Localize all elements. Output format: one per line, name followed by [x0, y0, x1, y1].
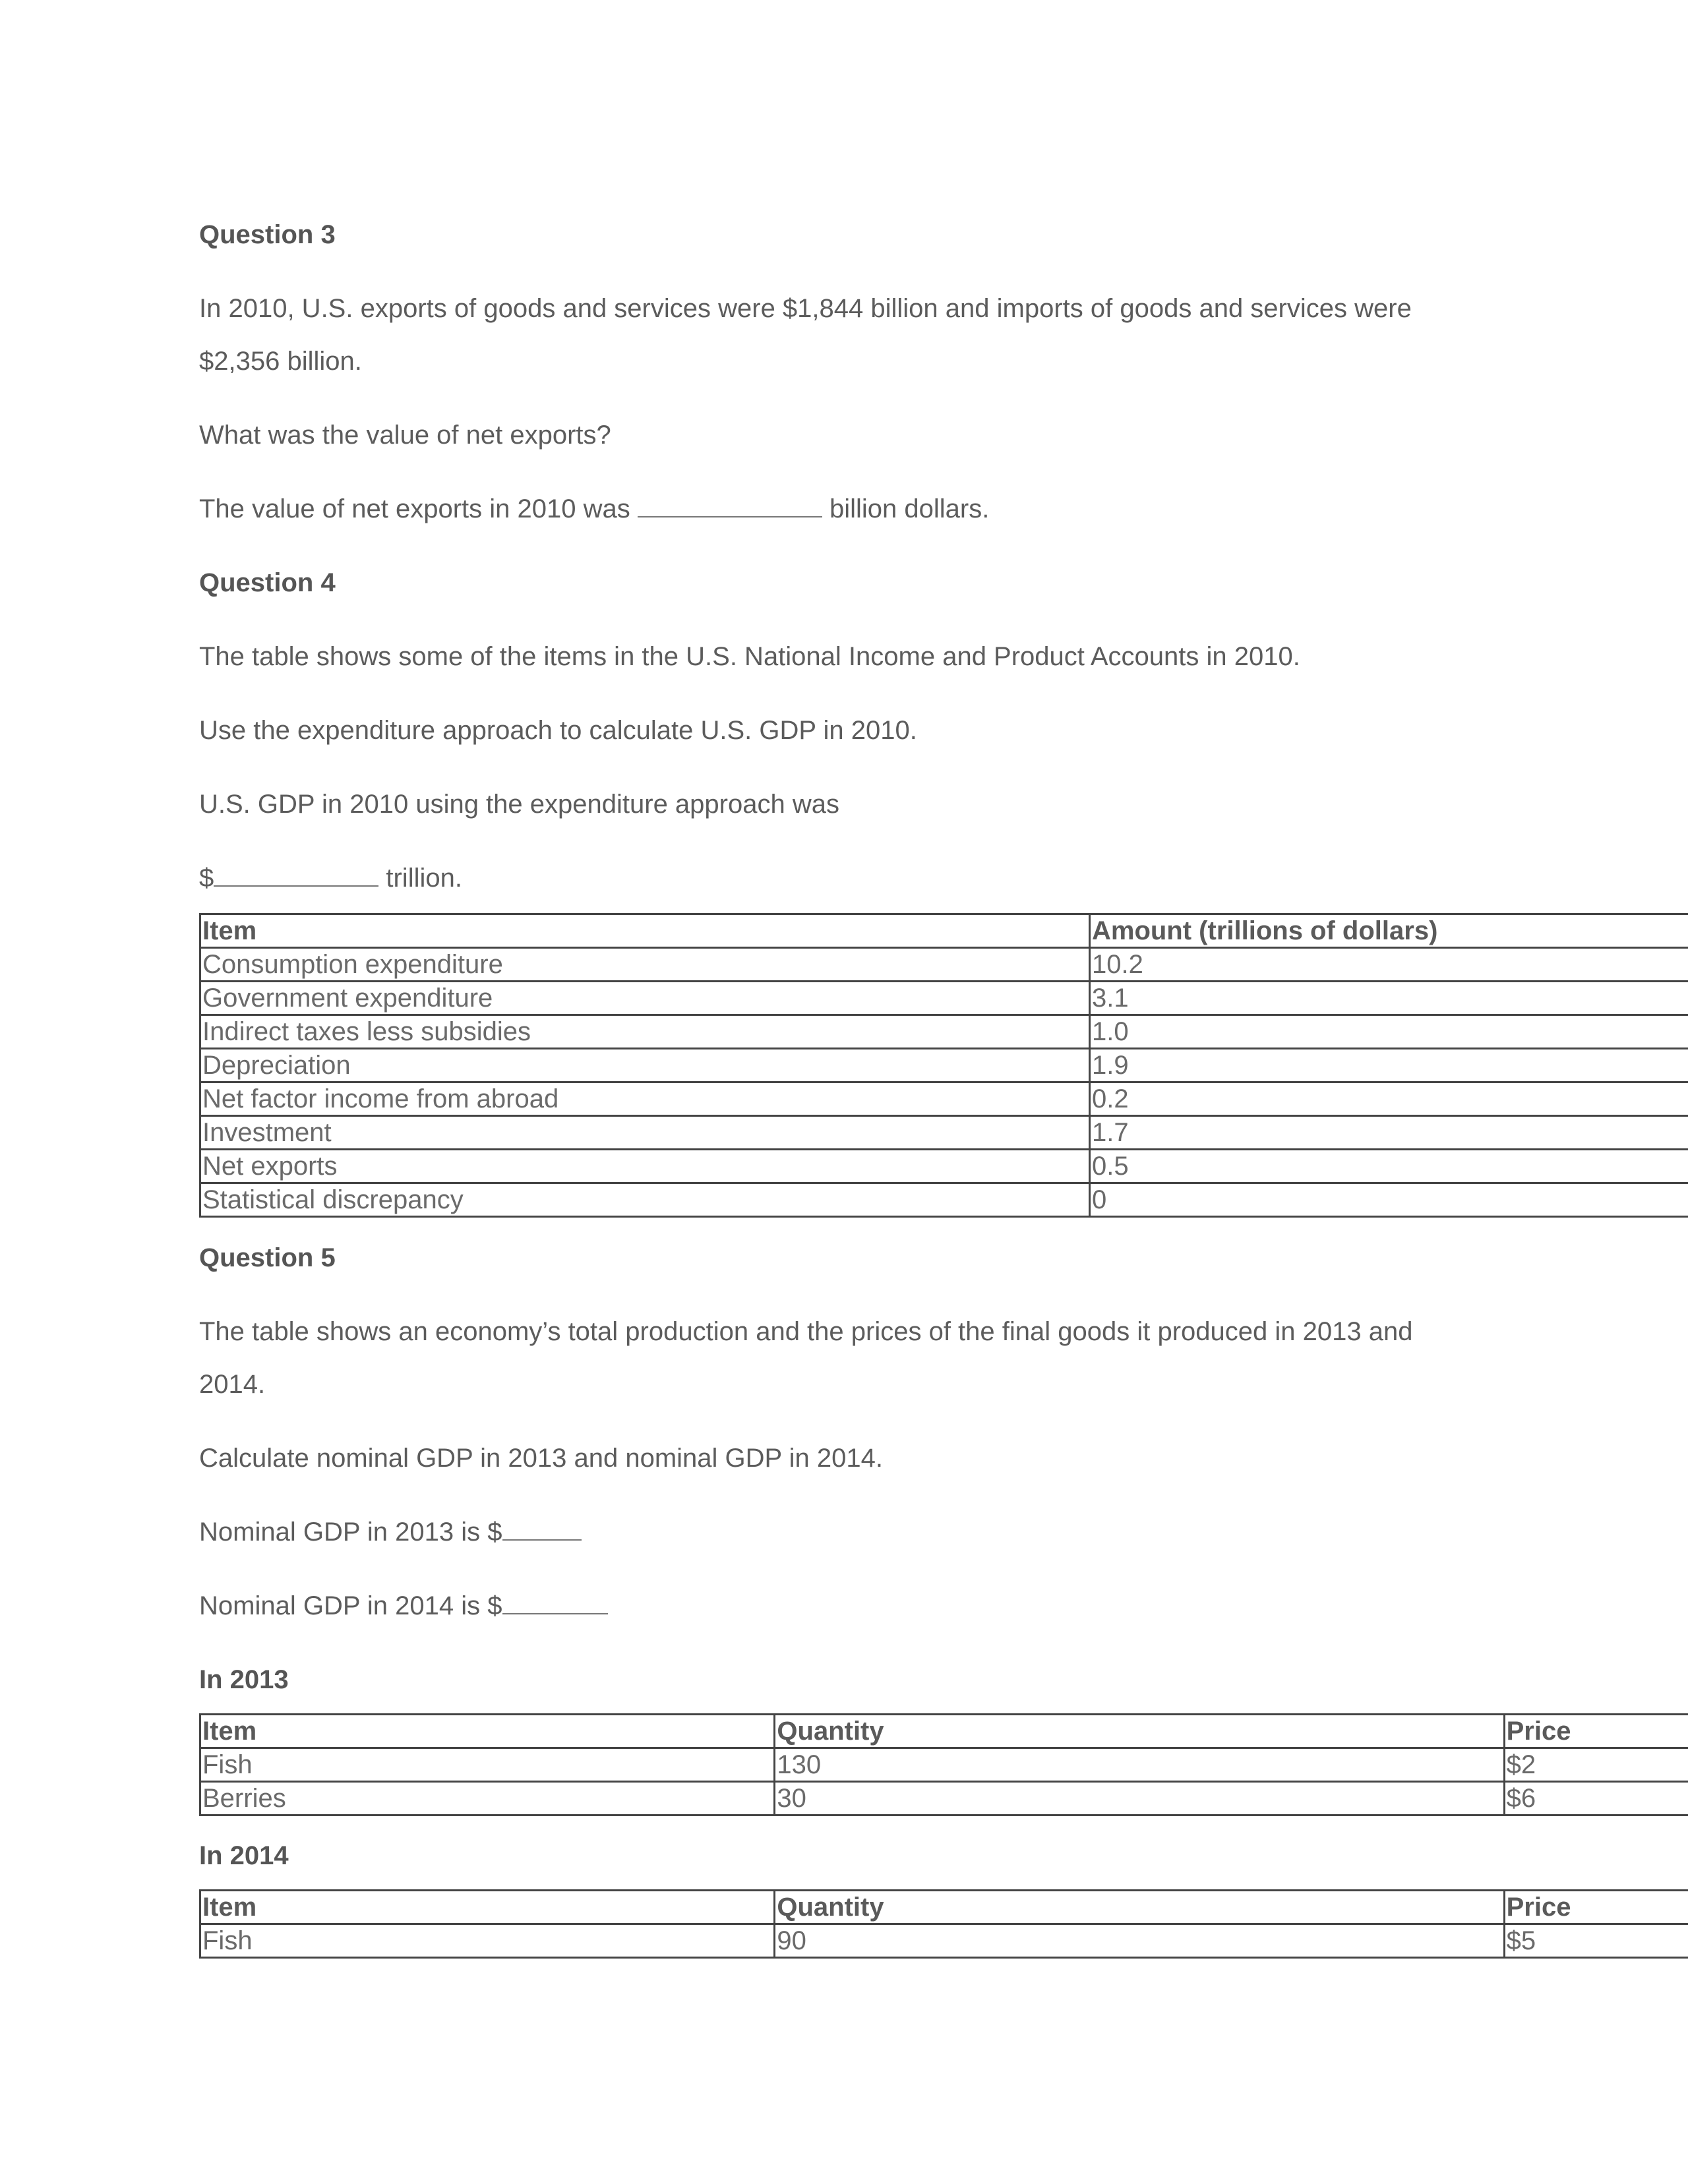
question-3-answer-line — [199, 483, 989, 535]
question-3-text-line-1: In 2010, U.S. exports of goods and services were $1,844 billion and imports of goods and services were — [199, 294, 1412, 323]
table-row — [200, 1924, 1688, 1958]
amount-cell: 1.9 — [1089, 1049, 1688, 1082]
column-header-price: Price — [1504, 1715, 1688, 1748]
question-5-answer-2014-label: Nominal GDP in 2014 is $ — [199, 1591, 502, 1620]
table-2013-caption: In 2013 — [199, 1665, 289, 1694]
question-3-answer-suffix: billion dollars. — [829, 494, 990, 523]
amount-cell: 3.1 — [1089, 982, 1688, 1015]
production-2014-table — [199, 1889, 1688, 1959]
price-cell: $6 — [1504, 1782, 1688, 1815]
table-row — [200, 1748, 1688, 1782]
quantity-cell: 30 — [775, 1782, 1504, 1815]
question-5-text-line-2: 2014. — [199, 1370, 266, 1399]
table-2014-caption: In 2014 — [199, 1841, 289, 1870]
question-4-text: The table shows some of the items in the U.S. National Income and Product Accounts in 2010. — [199, 642, 1300, 671]
column-header-item: Item — [200, 1715, 775, 1748]
question-3-answer-blank[interactable] — [638, 490, 822, 517]
column-header-quantity: Quantity — [775, 1891, 1504, 1924]
table-row — [200, 1183, 1688, 1217]
column-header-quantity: Quantity — [775, 1715, 1504, 1748]
question-4-instruction: Use the expenditure approach to calculate U.S. GDP in 2010. — [199, 716, 917, 745]
amount-cell: 0.2 — [1089, 1082, 1688, 1116]
amount-cell: 10.2 — [1089, 948, 1688, 982]
table-header-row — [200, 1715, 1688, 1748]
table-row — [200, 948, 1688, 982]
gdp-items-table — [199, 913, 1688, 1218]
table-row — [200, 982, 1688, 1015]
quantity-cell: 130 — [775, 1748, 1504, 1782]
table-row — [200, 1049, 1688, 1082]
item-cell: Berries — [200, 1782, 775, 1815]
question-4-answer-prefix: $ — [199, 864, 214, 893]
table-row — [200, 1015, 1688, 1049]
price-cell: $2 — [1504, 1748, 1688, 1782]
price-cell: $5 — [1504, 1924, 1688, 1958]
question-3-answer-prefix: The value of net exports in 2010 was — [199, 494, 630, 523]
question-5-instruction: Calculate nominal GDP in 2013 and nominal GDP in 2014. — [199, 1444, 883, 1473]
amount-cell: 1.0 — [1089, 1015, 1688, 1049]
table-row — [200, 1082, 1688, 1116]
item-cell: Depreciation — [200, 1049, 1090, 1082]
quantity-cell: 90 — [775, 1924, 1504, 1958]
table-header-row — [200, 914, 1688, 948]
item-cell: Indirect taxes less subsidies — [200, 1015, 1090, 1049]
item-cell: Investment — [200, 1116, 1090, 1150]
item-cell: Government expenditure — [200, 982, 1090, 1015]
table-row — [200, 1150, 1688, 1183]
question-4-answer-prompt: U.S. GDP in 2010 using the expenditure approach was — [199, 790, 839, 819]
question-5-answer-2014-blank[interactable] — [502, 1587, 608, 1614]
question-4-answer-suffix: trillion. — [386, 864, 462, 893]
question-5-heading: Question 5 — [199, 1243, 336, 1272]
item-cell: Statistical discrepancy — [200, 1183, 1090, 1217]
question-3-question: What was the value of net exports? — [199, 421, 611, 450]
column-header-amount: Amount (trillions of dollars) — [1089, 914, 1688, 948]
column-header-price: Price — [1504, 1891, 1688, 1924]
question-3-text-line-2: $2,356 billion. — [199, 347, 362, 376]
amount-cell: 1.7 — [1089, 1116, 1688, 1150]
item-cell: Consumption expenditure — [200, 948, 1090, 982]
table-row — [200, 1116, 1688, 1150]
production-2013-table — [199, 1713, 1688, 1816]
question-5-answer-2013-label: Nominal GDP in 2013 is $ — [199, 1518, 502, 1547]
item-cell: Fish — [200, 1924, 775, 1958]
item-cell: Net factor income from abroad — [200, 1082, 1090, 1116]
item-cell: Fish — [200, 1748, 775, 1782]
question-4-heading: Question 4 — [199, 568, 336, 597]
table-header-row — [200, 1891, 1688, 1924]
question-5-answer-2013-line — [199, 1506, 582, 1558]
column-header-item: Item — [200, 914, 1090, 948]
amount-cell: 0.5 — [1089, 1150, 1688, 1183]
question-4-answer-line — [199, 852, 462, 904]
amount-cell: 0 — [1089, 1183, 1688, 1217]
question-3-heading: Question 3 — [199, 220, 336, 249]
question-5-text-line-1: The table shows an economy’s total production and the prices of the final goods it produced in 2013 and — [199, 1317, 1413, 1346]
item-cell: Net exports — [200, 1150, 1090, 1183]
question-5-answer-2014-line — [199, 1579, 608, 1632]
column-header-item: Item — [200, 1891, 775, 1924]
table-row — [200, 1782, 1688, 1815]
question-4-answer-blank[interactable] — [214, 859, 378, 887]
question-5-answer-2013-blank[interactable] — [502, 1513, 582, 1541]
